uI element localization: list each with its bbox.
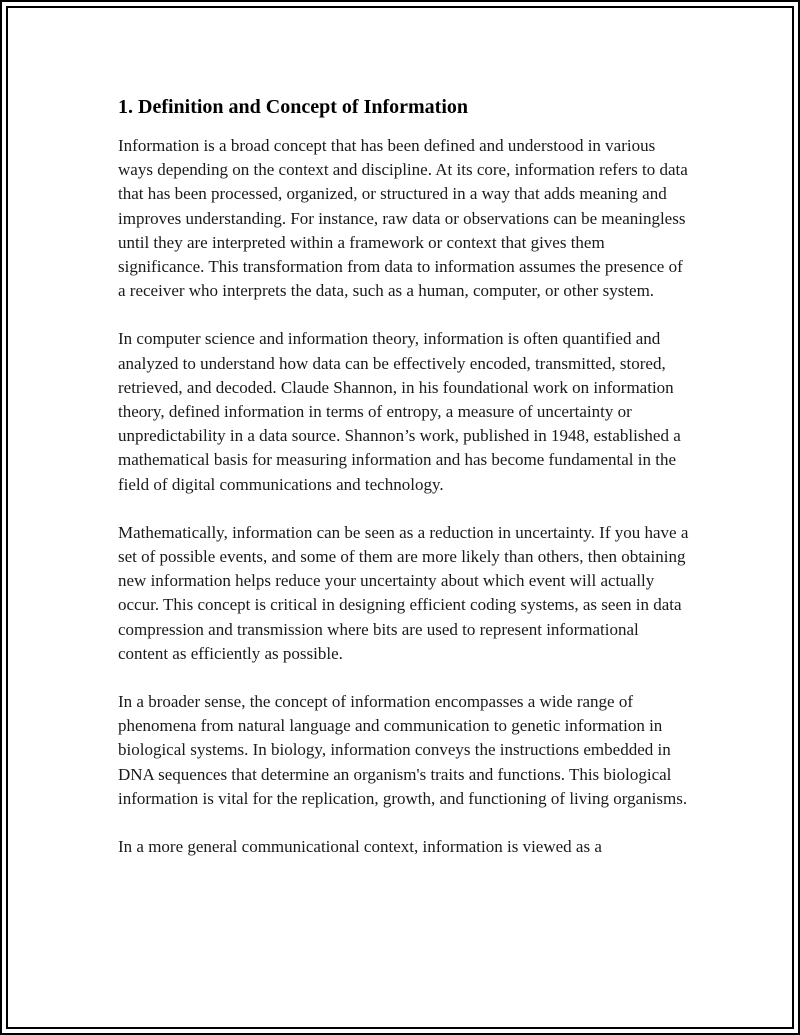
paragraph-communicational-context: In a more general communicational context, information is viewed as a: [118, 837, 602, 857]
section-heading: 1. Definition and Concept of Information: [118, 96, 469, 118]
paragraph-information-theory: In computer science and information theory, information is often quantified and analyzed to understand how data can be effectively encoded, transmitted, stored, retrieved, and decoded. Claude Shannon, in his foundational work on information theory, defined information in terms of entropy, a measure of uncertainty or unpredictability in a data source. Shannon’s work, published in 1948, established a mathematical basis for measuring information and has become fundamental in the field of digital communications and technology.: [118, 329, 681, 494]
paragraph-definition: Information is a broad concept that has been defined and understood in various ways depending on the context and discipline. At its core, information refers to data that has been processed, organized, or structured in a way that adds meaning and improves understanding. For instance, raw data or observations can be meaningless until they are interpreted within a framework or context that gives them significance. This transformation from data to information assumes the presence of a receiver who interprets the data, such as a human, computer, or other system.: [118, 136, 688, 301]
paragraph-broader-sense: In a broader sense, the concept of information encompasses a wide range of phenomena from natural language and communication to genetic information in biological systems. In biology, information conveys the instructions embedded in DNA sequences that determine an organism's traits and functions. This biological information is vital for the replication, growth, and functioning of living organisms.: [118, 692, 688, 808]
document-body: [118, 94, 690, 883]
paragraph-mathematical-view: Mathematically, information can be seen as a reduction in uncertainty. If you have a set of possible events, and some of them are more likely than others, then obtaining new information helps reduce your uncertainty about which event will actually occur. This concept is critical in designing efficient coding systems, as seen in data compression and transmission where bits are used to represent informational content as efficiently as possible.: [118, 522, 689, 663]
